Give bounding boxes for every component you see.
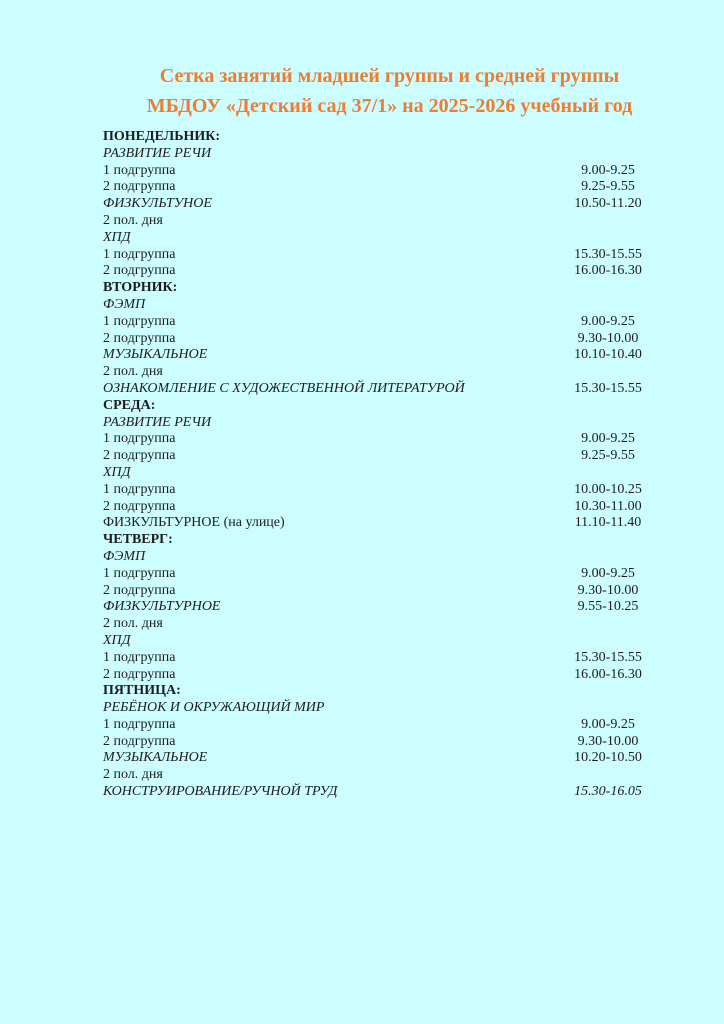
time-value: 9.30-10.00	[577, 733, 639, 749]
schedule-row	[103, 499, 676, 516]
activity-label: 2 подгруппа	[103, 263, 176, 279]
time-value: 10.10-10.40	[574, 347, 642, 363]
time-value: 10.30-11.00	[574, 498, 642, 514]
day-header: ВТОРНИК:	[103, 280, 178, 296]
activity-label: ХПД	[103, 229, 131, 245]
time-value: 15.30-15.55	[574, 246, 642, 262]
day-header: СРЕДА:	[103, 397, 156, 413]
schedule-row	[103, 129, 676, 146]
time-value	[540, 767, 676, 784]
time-value	[540, 364, 676, 381]
activity-label: КОНСТРУИРОВАНИЕ/РУЧНОЙ ТРУД	[103, 784, 338, 800]
activity-label: ХПД	[103, 464, 131, 480]
time-value: 15.30-15.55	[574, 649, 642, 665]
schedule-row	[103, 566, 676, 583]
schedule-row	[103, 767, 676, 784]
activity-label: 2 подгруппа	[103, 733, 176, 749]
schedule-row	[103, 750, 676, 767]
time-value: 9.00-9.25	[581, 565, 635, 581]
schedule-row	[103, 431, 676, 448]
activity-label: 1 подгруппа	[103, 565, 176, 581]
time-value	[540, 230, 676, 247]
schedule-row	[103, 515, 676, 532]
time-value: 10.50-11.20	[574, 196, 642, 212]
time-value	[540, 683, 676, 700]
time-value: 16.00-16.30	[574, 263, 642, 279]
time-value: 16.00-16.30	[574, 666, 642, 682]
schedule-row	[103, 650, 676, 667]
time-value	[540, 146, 676, 163]
schedule-row	[103, 700, 676, 717]
activity-label: 2 подгруппа	[103, 666, 176, 682]
time-value	[540, 465, 676, 482]
activity-label: 2 пол. дня	[103, 767, 163, 783]
schedule-row	[103, 213, 676, 230]
schedule-row	[103, 734, 676, 751]
activity-label: 1 подгруппа	[103, 162, 176, 178]
time-value: 9.30-10.00	[577, 582, 639, 598]
activity-label: 1 подгруппа	[103, 481, 176, 497]
schedule-row	[103, 448, 676, 465]
activity-label: 1 подгруппа	[103, 246, 176, 262]
time-value: 9.55-10.25	[577, 599, 639, 615]
schedule	[103, 129, 676, 801]
time-value: 10.20-10.50	[574, 750, 642, 766]
activity-label: 2 подгруппа	[103, 582, 176, 598]
activity-label: 2 пол. дня	[103, 212, 163, 228]
schedule-row	[103, 633, 676, 650]
schedule-row	[103, 331, 676, 348]
document-title	[103, 61, 676, 121]
time-value	[540, 700, 676, 717]
activity-label: 1 подгруппа	[103, 313, 176, 329]
day-header: ПОНЕДЕЛЬНИК:	[103, 129, 221, 144]
schedule-row	[103, 549, 676, 566]
schedule-row	[103, 784, 676, 801]
day-header: ПЯТНИЦА:	[103, 683, 181, 699]
schedule-row	[103, 683, 676, 700]
activity-label: 1 подгруппа	[103, 431, 176, 447]
time-value: 9.00-9.25	[581, 313, 635, 329]
time-value	[540, 633, 676, 650]
time-value	[540, 415, 676, 432]
activity-label: РАЗВИТИЕ РЕЧИ	[103, 414, 212, 430]
activity-label: 2 подгруппа	[103, 498, 176, 514]
activity-label: ОЗНАКОМЛЕНИЕ С ХУДОЖЕСТВЕННОЙ ЛИТЕРАТУРОЙ	[103, 380, 465, 396]
activity-label: 1 подгруппа	[103, 649, 176, 665]
schedule-row	[103, 398, 676, 415]
activity-label: ХПД	[103, 632, 131, 648]
schedule-row	[103, 280, 676, 297]
schedule-row	[103, 616, 676, 633]
time-value: 15.30-16.05	[574, 784, 642, 800]
activity-label: 2 подгруппа	[103, 330, 176, 346]
title-line-2: МБДОУ «Детский сад 37/1» на 2025-2026 учебный год	[146, 95, 633, 117]
schedule-row	[103, 415, 676, 432]
time-value	[540, 616, 676, 633]
activity-label: 2 пол. дня	[103, 364, 163, 380]
schedule-row	[103, 599, 676, 616]
activity-label: ФИЗКУЛЬТУРНОЕ	[103, 599, 221, 615]
time-value: 9.00-9.25	[581, 431, 635, 447]
time-value: 9.00-9.25	[581, 162, 635, 178]
schedule-row	[103, 146, 676, 163]
schedule-row	[103, 163, 676, 180]
activity-label: ФИЗКУЛЬТУНОЕ	[103, 196, 212, 212]
time-value: 9.25-9.55	[581, 448, 635, 464]
activity-label: 2 подгруппа	[103, 179, 176, 195]
schedule-row	[103, 230, 676, 247]
schedule-row	[103, 364, 676, 381]
time-value	[540, 532, 676, 549]
activity-label: МУЗЫКАЛЬНОЕ	[103, 750, 208, 766]
time-value: 10.00-10.25	[574, 481, 642, 497]
activity-label: РАЗВИТИЕ РЕЧИ	[103, 145, 212, 161]
time-value	[540, 129, 676, 146]
schedule-row	[103, 667, 676, 684]
schedule-row	[103, 196, 676, 213]
schedule-row	[103, 583, 676, 600]
schedule-row	[103, 482, 676, 499]
activity-label: РЕБЁНОК И ОКРУЖАЮЩИЙ МИР	[103, 700, 325, 716]
schedule-row	[103, 532, 676, 549]
time-value: 11.10-11.40	[574, 515, 642, 531]
time-value: 15.30-15.55	[574, 380, 642, 396]
schedule-row	[103, 314, 676, 331]
activity-label: МУЗЫКАЛЬНОЕ	[103, 347, 208, 363]
time-value	[540, 549, 676, 566]
activity-label: ФЭМП	[103, 548, 146, 564]
schedule-row	[103, 297, 676, 314]
time-value: 9.00-9.25	[581, 716, 635, 732]
time-value	[540, 297, 676, 314]
time-value: 9.30-10.00	[577, 330, 639, 346]
time-value	[540, 213, 676, 230]
time-value	[540, 280, 676, 297]
time-value: 9.25-9.55	[581, 179, 635, 195]
time-value	[540, 398, 676, 415]
schedule-row	[103, 381, 676, 398]
schedule-row	[103, 247, 676, 264]
schedule-row	[103, 347, 676, 364]
schedule-row	[103, 263, 676, 280]
activity-label: 1 подгруппа	[103, 716, 176, 732]
title-line-1: Сетка занятий младшей группы и средней группы	[159, 65, 620, 87]
schedule-row	[103, 717, 676, 734]
schedule-row	[103, 179, 676, 196]
day-header: ЧЕТВЕРГ:	[103, 532, 173, 548]
schedule-row	[103, 465, 676, 482]
activity-label: 2 пол. дня	[103, 616, 163, 632]
activity-label: ФИЗКУЛЬТУРНОЕ (на улице)	[103, 515, 285, 531]
activity-label: ФЭМП	[103, 296, 146, 312]
activity-label: 2 подгруппа	[103, 448, 176, 464]
